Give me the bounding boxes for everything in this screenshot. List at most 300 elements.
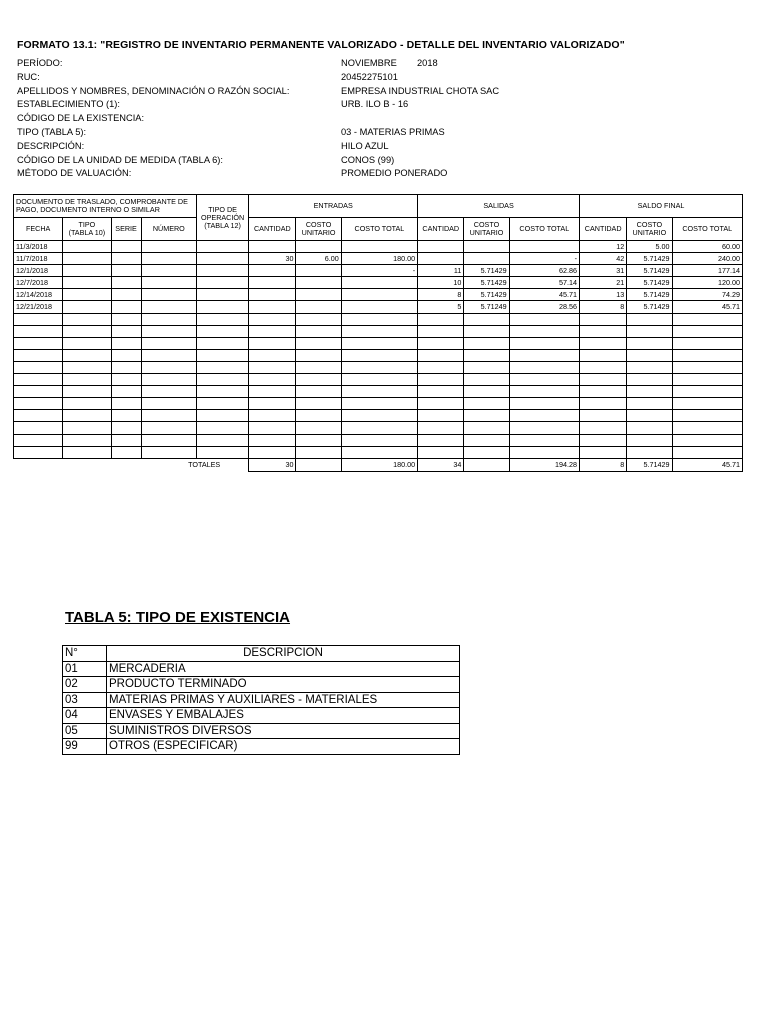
saldo-unitario-cell [627, 313, 672, 325]
entradas-cantidad-cell [249, 337, 296, 349]
salidas-cantidad-cell: 10 [418, 277, 464, 289]
tabla5-row [63, 723, 460, 739]
totals-salidas-total: 194.28 [509, 458, 579, 471]
entradas-total-cell [341, 374, 417, 386]
serie-cell [111, 301, 141, 313]
tabla5-code: 02 [63, 677, 107, 693]
entradas-unitario-cell [296, 410, 341, 422]
table-row [14, 410, 743, 422]
salidas-total-cell: 57.14 [509, 277, 579, 289]
salidas-unitario-header: COSTO UNITARIO [464, 218, 509, 241]
salidas-total-cell [509, 349, 579, 361]
tipo-operacion-cell [196, 265, 248, 277]
meta-label: PERÍODO: [17, 58, 63, 68]
entradas-total-cell: - [341, 265, 417, 277]
salidas-cantidad-cell [418, 325, 464, 337]
numero-cell [141, 386, 196, 398]
saldo-cantidad-cell [580, 434, 627, 446]
saldo-total-cell [672, 410, 743, 422]
tabla5-code: 04 [63, 708, 107, 724]
fecha-cell [14, 337, 63, 349]
salidas-cantidad-cell [418, 386, 464, 398]
entradas-total-cell [341, 410, 417, 422]
tabla5-row [63, 739, 460, 755]
serie-cell [111, 422, 141, 434]
saldo-cantidad-cell: 12 [580, 241, 627, 253]
serie-cell [111, 349, 141, 361]
numero-cell [141, 410, 196, 422]
entradas-cantidad-cell [249, 422, 296, 434]
saldo-unitario-cell [627, 361, 672, 373]
salidas-unitario-cell [464, 398, 509, 410]
salidas-total-cell: 28.56 [509, 301, 579, 313]
tipo-cell [63, 434, 111, 446]
entradas-unitario-header: COSTO UNITARIO [296, 218, 341, 241]
totals-row [14, 458, 743, 471]
tipo-cell [63, 398, 111, 410]
entradas-unitario-cell: 6.00 [296, 253, 341, 265]
fecha-cell [14, 410, 63, 422]
fecha-cell: 11/3/2018 [14, 241, 63, 253]
salidas-total-cell: 62.86 [509, 265, 579, 277]
saldo-cantidad-cell [580, 325, 627, 337]
serie-cell [111, 289, 141, 301]
document-title: FORMATO 13.1: "REGISTRO DE INVENTARIO PERMANENTE VALORIZADO - DETALLE DEL INVENTARIO VALORIZADO" [17, 39, 625, 51]
fecha-cell [14, 349, 63, 361]
saldo-unitario-cell [627, 386, 672, 398]
fecha-cell: 12/1/2018 [14, 265, 63, 277]
saldo-total-cell [672, 434, 743, 446]
entradas-cantidad-cell [249, 410, 296, 422]
totals-entradas-total: 180.00 [341, 458, 417, 471]
tipo-cell [63, 446, 111, 458]
entradas-unitario-cell [296, 301, 341, 313]
entradas-cantidad-cell [249, 386, 296, 398]
meta-value: 20452275101 [341, 71, 398, 82]
meta-value: 03 - MATERIAS PRIMAS [341, 126, 445, 137]
serie-cell [111, 265, 141, 277]
saldo-total-cell: 45.71 [672, 301, 743, 313]
salidas-unitario-cell [464, 361, 509, 373]
meta-label: ESTABLECIMIENTO (1): [17, 99, 120, 110]
tipo-cell [63, 386, 111, 398]
entradas-cantidad-cell [249, 374, 296, 386]
entradas-total-cell [341, 289, 417, 301]
fecha-cell [14, 325, 63, 337]
totals-entradas-unitario [296, 458, 341, 471]
serie-cell [111, 398, 141, 410]
serie-cell [111, 241, 141, 253]
salidas-total-cell [509, 374, 579, 386]
entradas-cantidad-cell [249, 241, 296, 253]
entradas-unitario-cell [296, 313, 341, 325]
tipo-cell [63, 241, 111, 253]
meta-value: HILO AZUL [341, 140, 389, 151]
saldo-unitario-cell [627, 374, 672, 386]
tabla5-row [63, 661, 460, 677]
saldo-total-cell: 177.14 [672, 265, 743, 277]
tipo-cell [63, 289, 111, 301]
entradas-cantidad-cell [249, 313, 296, 325]
totals-saldo-unitario: 5.71429 [627, 458, 672, 471]
tipo-cell [63, 277, 111, 289]
numero-cell [141, 253, 196, 265]
salidas-total-cell [509, 313, 579, 325]
saldo-unitario-cell [627, 325, 672, 337]
salidas-unitario-cell [464, 446, 509, 458]
saldo-cantidad-cell [580, 446, 627, 458]
numero-cell [141, 313, 196, 325]
entradas-total-cell [341, 434, 417, 446]
numero-cell [141, 241, 196, 253]
entradas-total-header: COSTO TOTAL [341, 218, 417, 241]
entradas-total-cell [341, 313, 417, 325]
salidas-cantidad-cell [418, 422, 464, 434]
entradas-cantidad-cell [249, 277, 296, 289]
salidas-unitario-cell [464, 325, 509, 337]
salidas-cantidad-cell [418, 398, 464, 410]
entradas-total-cell [341, 337, 417, 349]
tipo-operacion-cell [196, 241, 248, 253]
entradas-cantidad-cell [249, 325, 296, 337]
saldo-unitario-header: COSTO UNITARIO [627, 218, 672, 241]
tabla5-code: 99 [63, 739, 107, 755]
numero-cell [141, 446, 196, 458]
tabla5-code: 03 [63, 692, 107, 708]
salidas-unitario-cell: 5.71249 [464, 301, 509, 313]
tipo-cell [63, 361, 111, 373]
serie-cell [111, 277, 141, 289]
table-row [14, 289, 743, 301]
saldo-cantidad-cell [580, 337, 627, 349]
tabla5-row [63, 708, 460, 724]
fecha-cell: 12/21/2018 [14, 301, 63, 313]
tipo-cell [63, 410, 111, 422]
doc-group-header: DOCUMENTO DE TRASLADO, COMPROBANTE DE PAGO, DOCUMENTO INTERNO O SIMILAR [14, 195, 197, 218]
tipo-header: TIPO (TABLA 10) [63, 218, 111, 241]
tipo-cell [63, 253, 111, 265]
numero-cell [141, 265, 196, 277]
numero-cell [141, 349, 196, 361]
entradas-total-cell [341, 301, 417, 313]
entradas-unitario-cell [296, 265, 341, 277]
salidas-cantidad-cell [418, 253, 464, 265]
entradas-unitario-cell [296, 422, 341, 434]
serie-cell [111, 434, 141, 446]
tipo-operacion-cell [196, 361, 248, 373]
meta-value: PROMEDIO PONERADO [341, 168, 448, 179]
saldo-total-cell [672, 398, 743, 410]
totals-salidas-unitario [464, 458, 509, 471]
salidas-unitario-cell [464, 386, 509, 398]
saldo-total-cell: 240.00 [672, 253, 743, 265]
entradas-total-cell [341, 361, 417, 373]
salidas-unitario-cell: 5.71429 [464, 265, 509, 277]
tipo-operacion-cell [196, 446, 248, 458]
tipo-operacion-cell [196, 434, 248, 446]
saldo-total-cell [672, 374, 743, 386]
fecha-cell [14, 386, 63, 398]
salidas-cantidad-cell [418, 374, 464, 386]
serie-header: SERIE [111, 218, 141, 241]
salidas-cantidad-cell [418, 446, 464, 458]
numero-cell [141, 301, 196, 313]
tipo-operacion-cell [196, 313, 248, 325]
salidas-cantidad-cell: 5 [418, 301, 464, 313]
tipo-cell [63, 301, 111, 313]
entradas-unitario-cell [296, 434, 341, 446]
saldo-cantidad-cell [580, 422, 627, 434]
meta-value: CONOS (99) [341, 154, 395, 165]
saldo-total-cell [672, 325, 743, 337]
saldo-unitario-cell [627, 434, 672, 446]
meta-label: CÓDIGO DE LA EXISTENCIA: [17, 113, 145, 124]
saldo-cantidad-cell [580, 410, 627, 422]
tipo-cell [63, 349, 111, 361]
tabla5-desc-header: DESCRIPCION [107, 646, 460, 662]
tipo-operacion-cell [196, 253, 248, 265]
fecha-cell [14, 434, 63, 446]
saldo-unitario-cell: 5.71429 [627, 301, 672, 313]
salidas-total-cell [509, 422, 579, 434]
saldo-cantidad-cell [580, 398, 627, 410]
saldo-cantidad-cell [580, 386, 627, 398]
saldo-total-header: COSTO TOTAL [672, 218, 743, 241]
salidas-unitario-cell: 5.71429 [464, 277, 509, 289]
meta-label: DESCRIPCIÓN: [17, 140, 85, 151]
saldo-total-cell [672, 446, 743, 458]
entradas-unitario-cell [296, 374, 341, 386]
salidas-unitario-cell [464, 434, 509, 446]
entradas-cantidad-cell [249, 301, 296, 313]
salidas-total-cell [509, 398, 579, 410]
table-row [14, 398, 743, 410]
salidas-total-cell [509, 325, 579, 337]
salidas-total-cell: 45.71 [509, 289, 579, 301]
meta-value: NOVIEMBRE [341, 58, 397, 68]
fecha-cell [14, 398, 63, 410]
numero-header: NÚMERO [141, 218, 196, 241]
table-row [14, 277, 743, 289]
saldo-cantidad-header: CANTIDAD [580, 218, 627, 241]
salidas-unitario-cell: 5.71429 [464, 289, 509, 301]
entradas-cantidad-header: CANTIDAD [249, 218, 296, 241]
salidas-cantidad-cell [418, 313, 464, 325]
saldo-cantidad-cell [580, 361, 627, 373]
entradas-unitario-cell [296, 289, 341, 301]
numero-cell [141, 289, 196, 301]
fecha-cell: 12/7/2018 [14, 277, 63, 289]
salidas-cantidad-cell [418, 361, 464, 373]
saldo-cantidad-cell [580, 374, 627, 386]
serie-cell [111, 386, 141, 398]
saldo-cantidad-cell [580, 313, 627, 325]
entradas-cantidad-cell [249, 361, 296, 373]
salidas-cantidad-cell [418, 241, 464, 253]
tipo-operacion-cell [196, 325, 248, 337]
serie-cell [111, 410, 141, 422]
table-row [14, 301, 743, 313]
fecha-cell [14, 374, 63, 386]
tipo-operacion-cell [196, 277, 248, 289]
entradas-cantidad-cell: 30 [249, 253, 296, 265]
serie-cell [111, 325, 141, 337]
tipo-cell [63, 325, 111, 337]
saldo-cantidad-cell: 31 [580, 265, 627, 277]
entradas-total-cell [341, 446, 417, 458]
fecha-cell [14, 313, 63, 325]
salidas-unitario-cell [464, 313, 509, 325]
tipo-cell [63, 374, 111, 386]
table-row [14, 446, 743, 458]
salidas-total-header: COSTO TOTAL [509, 218, 579, 241]
serie-cell [111, 446, 141, 458]
salidas-total-cell [509, 361, 579, 373]
serie-cell [111, 361, 141, 373]
salidas-total-cell [509, 386, 579, 398]
numero-cell [141, 422, 196, 434]
tipo-operacion-header: TIPO DE OPERACIÓN (TABLA 12) [196, 195, 248, 241]
entradas-header: ENTRADAS [249, 195, 418, 218]
saldo-total-cell: 74.29 [672, 289, 743, 301]
saldo-total-cell [672, 337, 743, 349]
table-row [14, 241, 743, 253]
tipo-cell [63, 313, 111, 325]
salidas-unitario-cell [464, 422, 509, 434]
totals-saldo-total: 45.71 [672, 458, 743, 471]
saldo-unitario-cell: 5.71429 [627, 265, 672, 277]
salidas-unitario-cell [464, 349, 509, 361]
tabla5-row [63, 677, 460, 693]
tipo-cell [63, 265, 111, 277]
saldo-unitario-cell [627, 337, 672, 349]
salidas-header: SALIDAS [418, 195, 580, 218]
salidas-unitario-cell [464, 337, 509, 349]
tipo-operacion-cell [196, 289, 248, 301]
salidas-total-cell [509, 410, 579, 422]
entradas-total-cell [341, 241, 417, 253]
salidas-unitario-cell [464, 253, 509, 265]
entradas-unitario-cell [296, 277, 341, 289]
serie-cell [111, 337, 141, 349]
saldo-total-cell [672, 361, 743, 373]
tabla5-desc: SUMINISTROS DIVERSOS [107, 723, 460, 739]
entradas-total-cell [341, 349, 417, 361]
tabla5-title: TABLA 5: TIPO DE EXISTENCIA [65, 609, 291, 626]
entradas-total-cell [341, 277, 417, 289]
table-row [14, 386, 743, 398]
table-row [14, 434, 743, 446]
saldo-unitario-cell: 5.71429 [627, 253, 672, 265]
saldo-total-cell [672, 313, 743, 325]
tipo-operacion-cell [196, 374, 248, 386]
saldo-unitario-cell [627, 422, 672, 434]
entradas-cantidad-cell [249, 265, 296, 277]
fecha-header: FECHA [14, 218, 63, 241]
saldo-cantidad-cell [580, 349, 627, 361]
entradas-cantidad-cell [249, 398, 296, 410]
totals-entradas-cantidad: 30 [249, 458, 296, 471]
serie-cell [111, 313, 141, 325]
salidas-total-cell [509, 434, 579, 446]
meta-label: MÉTODO DE VALUACIÓN: [17, 168, 132, 179]
saldo-total-cell [672, 422, 743, 434]
salidas-cantidad-cell: 8 [418, 289, 464, 301]
entradas-cantidad-cell [249, 349, 296, 361]
numero-cell [141, 325, 196, 337]
saldo-cantidad-cell: 42 [580, 253, 627, 265]
salidas-total-cell [509, 241, 579, 253]
saldo-cantidad-cell: 13 [580, 289, 627, 301]
entradas-unitario-cell [296, 325, 341, 337]
numero-cell [141, 398, 196, 410]
saldo-total-cell [672, 386, 743, 398]
salidas-unitario-cell [464, 241, 509, 253]
entradas-cantidad-cell [249, 446, 296, 458]
serie-cell [111, 374, 141, 386]
entradas-unitario-cell [296, 446, 341, 458]
salidas-cantidad-header: CANTIDAD [418, 218, 464, 241]
tipo-operacion-cell [196, 422, 248, 434]
tabla5-code: 01 [63, 661, 107, 677]
entradas-unitario-cell [296, 337, 341, 349]
entradas-total-cell [341, 386, 417, 398]
numero-cell [141, 337, 196, 349]
entradas-total-cell [341, 422, 417, 434]
entradas-unitario-cell [296, 386, 341, 398]
fecha-cell [14, 422, 63, 434]
entradas-unitario-cell [296, 361, 341, 373]
numero-cell [141, 374, 196, 386]
totals-salidas-cantidad: 34 [418, 458, 464, 471]
tipo-operacion-cell [196, 398, 248, 410]
saldo-total-cell: 60.00 [672, 241, 743, 253]
saldo-total-cell [672, 349, 743, 361]
salidas-unitario-cell [464, 410, 509, 422]
tipo-operacion-cell [196, 337, 248, 349]
tabla5-row [63, 692, 460, 708]
fecha-cell: 11/7/2018 [14, 253, 63, 265]
salidas-cantidad-cell [418, 410, 464, 422]
meta-value: EMPRESA INDUSTRIAL CHOTA SAC [341, 85, 500, 96]
fecha-cell: 12/14/2018 [14, 289, 63, 301]
saldo-unitario-cell: 5.00 [627, 241, 672, 253]
entradas-total-cell [341, 398, 417, 410]
saldo-cantidad-cell: 21 [580, 277, 627, 289]
salidas-cantidad-cell: 11 [418, 265, 464, 277]
numero-cell [141, 361, 196, 373]
tabla5-desc: PRODUCTO TERMINADO [107, 677, 460, 693]
meta-extra: 2018 [417, 58, 438, 68]
table-row [14, 313, 743, 325]
totals-label: TOTALES [188, 459, 221, 469]
saldo-unitario-cell [627, 410, 672, 422]
numero-cell [141, 434, 196, 446]
salidas-cantidad-cell [418, 434, 464, 446]
saldo-unitario-cell [627, 398, 672, 410]
entradas-unitario-cell [296, 241, 341, 253]
saldo-unitario-cell [627, 349, 672, 361]
salidas-total-cell [509, 446, 579, 458]
tipo-operacion-cell [196, 349, 248, 361]
table-row [14, 422, 743, 434]
fecha-cell [14, 446, 63, 458]
saldo-unitario-cell [627, 446, 672, 458]
numero-cell [141, 277, 196, 289]
saldo-unitario-cell: 5.71429 [627, 277, 672, 289]
salidas-cantidad-cell [418, 349, 464, 361]
tabla5-desc: MERCADERIA [107, 661, 460, 677]
